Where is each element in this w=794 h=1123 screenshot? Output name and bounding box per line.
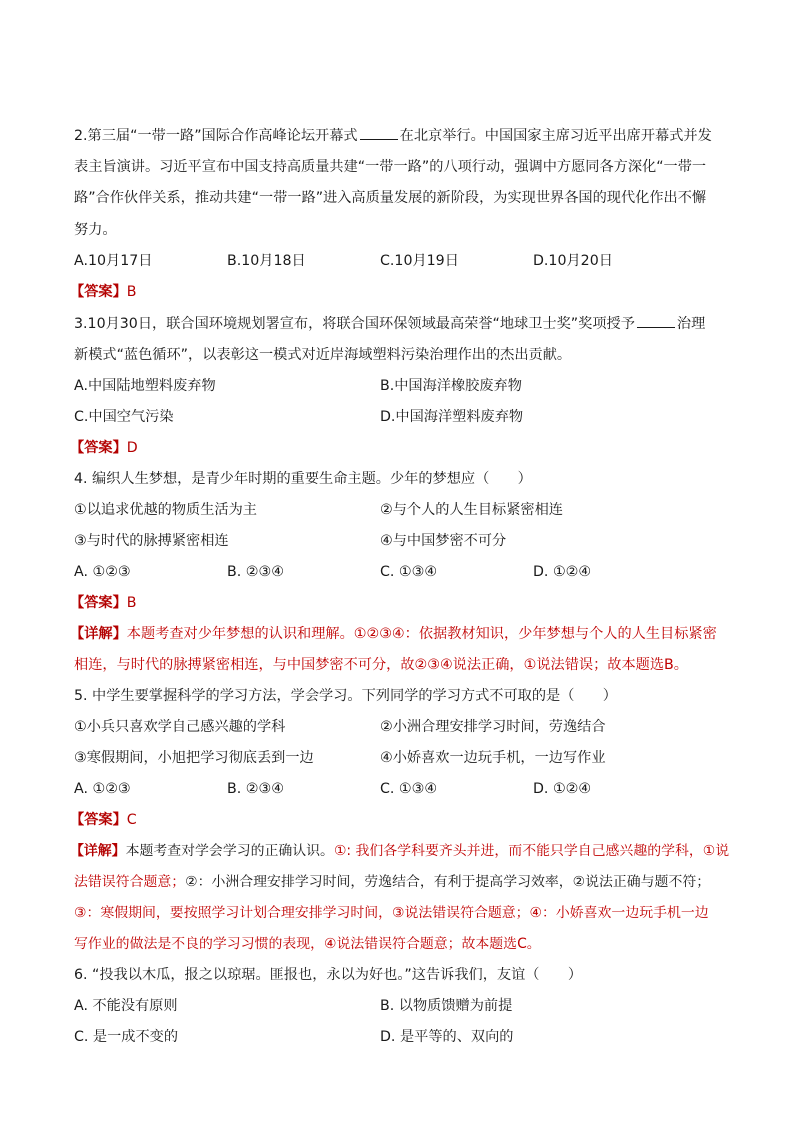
- q5-item-3: ③寒假期间，小旭把学习彻底丢到一边: [74, 750, 314, 766]
- q2-answer: [70, 282, 137, 302]
- q4-option-b: B. ②③④: [227, 564, 284, 580]
- q5-option-a: A. ①②③: [74, 781, 131, 797]
- q3-answer-blank: [637, 313, 675, 328]
- q4-item-4: ④与中国梦密不可分: [380, 533, 507, 549]
- q2-option-d: D.10月20日: [533, 253, 613, 269]
- q3-option-a: A.中国陆地塑料废弃物: [74, 378, 216, 394]
- answer-value: B: [126, 284, 137, 300]
- q5-item-4: ④小娇喜欢一边玩手机，一边写作业: [380, 750, 606, 766]
- q6-option-b: B. 以物质馈赠为前提: [380, 998, 513, 1014]
- q6-option-a: A. 不能没有原则: [74, 998, 178, 1014]
- q2-stem-line2: 表主旨演讲。习近平宣布中国支持高质量共建“一带一路”的八项行动，强调中方愿同各方深化“一带一: [74, 159, 707, 175]
- q2-stem-line4: 努力。: [74, 222, 117, 238]
- q2-option-b: B.10月18日: [227, 253, 306, 269]
- answer-label: 【答案】: [70, 284, 127, 300]
- detail-label: 【详解】: [70, 626, 127, 642]
- q4-option-d: D. ①②④: [533, 564, 592, 580]
- q3-text: 治理: [676, 316, 706, 332]
- q2-stem-line3: 路”合作伙伴关系，推动共建“一带一路”进入高质量发展的新阶段，为实现世界各国的现代化作出不懈: [74, 190, 707, 206]
- q5-detail-line3: ③：寒假期间，要按照学习计划合理安排学习时间，③说法错误符合题意；④：小娇喜欢一边玩手机一边: [74, 905, 709, 921]
- detail-text: 本题考查对少年梦想的认识和理解。①②③④：依据教材知识，少年梦想与个人的人生目标紧密: [126, 626, 717, 642]
- q2-text: 在北京举行。中国国家主席习近平出席开幕式并发: [399, 128, 712, 144]
- answer-label: 【答案】: [70, 595, 127, 611]
- q3-option-b: B.中国海洋橡胶废弃物: [380, 378, 522, 394]
- q5-option-d: D. ①②④: [533, 781, 592, 797]
- answer-label: 【答案】: [70, 812, 127, 828]
- q3-answer: [70, 438, 138, 458]
- q2-answer-blank: [360, 125, 398, 140]
- q3-option-d: D.中国海洋塑料废弃物: [380, 409, 524, 425]
- q5-stem: 5. 中学生要掌握科学的学习方法，学会学习。下列同学的学习方式不可取的是（ ）: [74, 688, 617, 704]
- detail-text: ①: 我们各学科要齐头并进，而不能只学自己感兴趣的学科，①说: [333, 843, 730, 859]
- q4-option-c: C. ①③④: [380, 564, 438, 580]
- q6-stem: 6. “投我以木瓜，报之以琼琚。匪报也，永以为好也。”这告诉我们，友谊（ ）: [74, 967, 583, 983]
- q2-text: 2.第三届“一带一路”国际合作高峰论坛开幕式: [74, 128, 358, 144]
- q4-item-1: ①以追求优越的物质生活为主: [74, 502, 257, 518]
- q5-detail-line4: 写作业的做法是不良的学习习惯的表现，④说法错误符合题意；故本题选C。: [74, 936, 541, 952]
- answer-label: 【答案】: [70, 440, 127, 456]
- answer-value: C: [126, 812, 137, 828]
- q2-stem-line1: [74, 125, 712, 146]
- q4-option-a: A. ①②③: [74, 564, 131, 580]
- q5-detail-line2: [74, 872, 710, 892]
- q5-item-1: ①小兵只喜欢学自己感兴趣的学科: [74, 719, 286, 735]
- answer-value: D: [126, 440, 138, 456]
- q4-detail-line2: 相连，与时代的脉搏紧密相连，与中国梦密不可分，故②③④说法正确，①说法错误；故本题选B。: [74, 657, 688, 673]
- q5-option-c: C. ①③④: [380, 781, 438, 797]
- q3-option-c: C.中国空气污染: [74, 409, 174, 425]
- q5-option-b: B. ②③④: [227, 781, 284, 797]
- q2-option-c: C.10月19日: [380, 253, 459, 269]
- q4-item-3: ③与时代的脉搏紧密相连: [74, 533, 229, 549]
- q3-text: 3.10月30日，联合国环境规划署宣布，将联合国环保领域最高荣誉“地球卫士奖”奖项授予: [74, 316, 635, 332]
- q4-detail-line1: [70, 624, 717, 644]
- q4-stem: 4. 编织人生梦想，是青少年时期的重要生命主题。少年的梦想应（ ）: [74, 471, 532, 487]
- q5-detail-line1: [70, 841, 729, 861]
- q3-stem-line1: [74, 313, 705, 334]
- q4-answer: [70, 593, 137, 613]
- q3-stem-line2: 新模式“蓝色循环”，以表彰这一模式对近岸海域塑料污染治理作出的杰出贡献。: [74, 347, 572, 363]
- q5-answer: [70, 810, 137, 830]
- q6-option-d: D. 是平等的、双向的: [380, 1029, 514, 1045]
- q6-option-c: C. 是一成不变的: [74, 1029, 179, 1045]
- detail-text: 本题考查对学会学习的正确认识。: [125, 843, 334, 859]
- q5-item-2: ②小洲合理安排学习时间，劳逸结合: [380, 719, 606, 735]
- answer-value: B: [126, 595, 137, 611]
- detail-text: 法错误符合题意；: [74, 874, 186, 890]
- q2-option-a: A.10月17日: [74, 253, 153, 269]
- detail-text: ②：小洲合理安排学习时间，劳逸结合，有利于提高学习效率，②说法正确与题不符；: [185, 874, 711, 890]
- q4-item-2: ②与个人的人生目标紧密相连: [380, 502, 563, 518]
- detail-label: 【详解】: [70, 843, 126, 859]
